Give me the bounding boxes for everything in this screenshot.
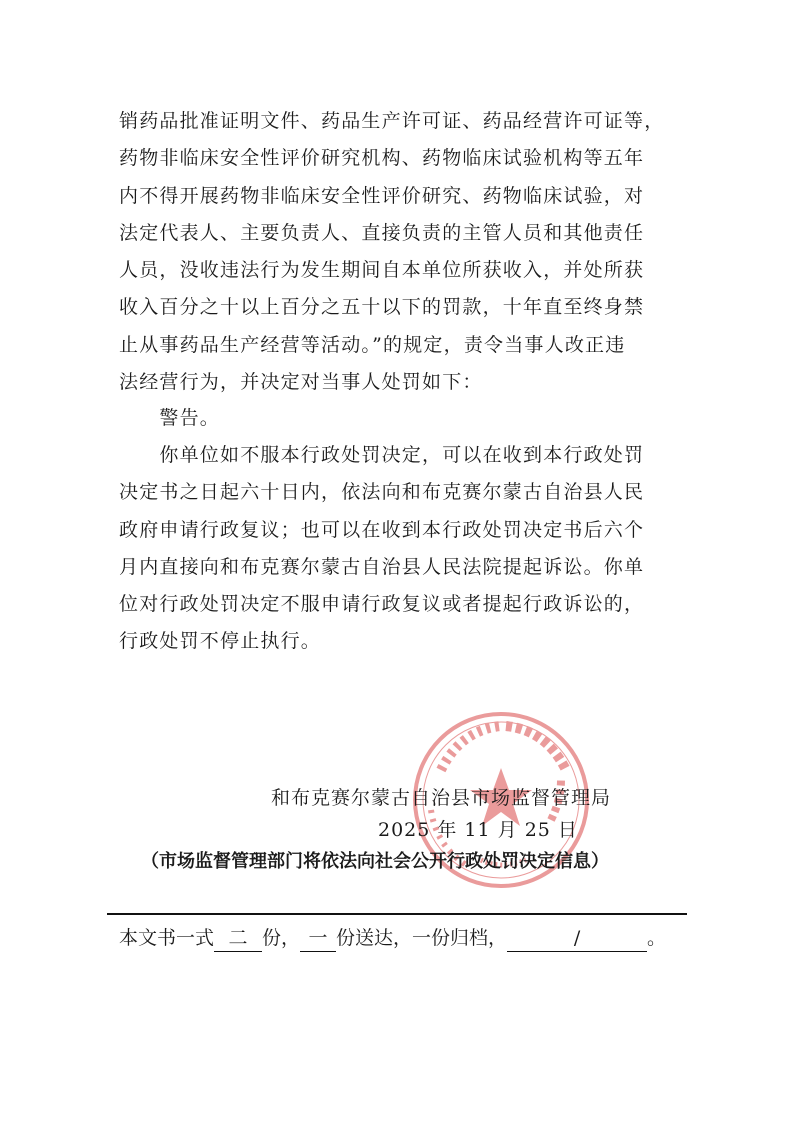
penalty-basis-line: 人员，没收违法行为发生期间自本单位所获收入，并处所获 (119, 259, 645, 282)
penalty-basis-line: 内不得开展药物非临床安全性评价研究、药物临床试验，对 (119, 184, 645, 207)
paragraph-appeal-rights (119, 437, 685, 661)
penalty-basis-line: 销药品批准证明文件、药品生产许可证、药品经营许可证等， (119, 110, 665, 132)
penalty-basis-line: 法定代表人、主要负责人、直接负责的主管人员和其他责任 (119, 221, 645, 244)
penalty-basis-line: 药物非临床安全性评价研究机构、药物临床试验机构等五年 (119, 147, 645, 170)
paragraph-penalty-basis (119, 103, 685, 401)
copies-served-field: 一 (300, 925, 336, 952)
footer-part2: 份， (262, 927, 301, 949)
footer-prefix: 本文书一式 (119, 927, 215, 949)
disclosure-notice: （市场监督管理部门将依法向社会公开行政处罚决定信息） (141, 851, 609, 872)
penalty-basis-line: 收入百分之十以上百分之五十以下的罚款，十年直至终身禁 (119, 296, 645, 319)
appeal-rights-line: 决定书之日起六十日内，依法向和布克赛尔蒙古自治县人民 (119, 481, 645, 504)
appeal-rights-line: 月内直接向和布克赛尔蒙古自治县人民法院提起诉讼。你单 (119, 555, 645, 578)
footer-part3: 份送达，一份归档， (336, 927, 508, 949)
appeal-rights-line: 位对行政处罚决定不服申请行政复议或者提起行政诉讼的， (119, 593, 645, 616)
penalty-basis-line: 止从事药品生产经营等活动。”的规定，责令当事人改正违 (119, 333, 626, 356)
archive-field: / (507, 925, 647, 952)
penalty-decision-line: 警告。 (119, 407, 221, 429)
copies-total-field: 二 (214, 925, 262, 952)
issue-date: 2025 年 11 月 25 日 (378, 819, 578, 841)
copy-distribution-line (119, 923, 666, 952)
divider-line (107, 913, 687, 915)
issuing-authority: 和布克赛尔蒙古自治县市场监督管理局 (271, 787, 612, 809)
footer-suffix: 。 (647, 927, 667, 949)
paragraph-penalty-decision (119, 400, 685, 437)
penalty-basis-line: 法经营行为，并决定对当事人处罚如下： (119, 371, 483, 394)
appeal-rights-line: 你单位如不服本行政处罚决定，可以在收到本行政处罚 (119, 444, 645, 466)
appeal-rights-line: 政府申请行政复议；也可以在收到本行政处罚决定书后六个 (119, 518, 645, 541)
appeal-rights-line: 行政处罚不停止执行。 (119, 630, 322, 653)
